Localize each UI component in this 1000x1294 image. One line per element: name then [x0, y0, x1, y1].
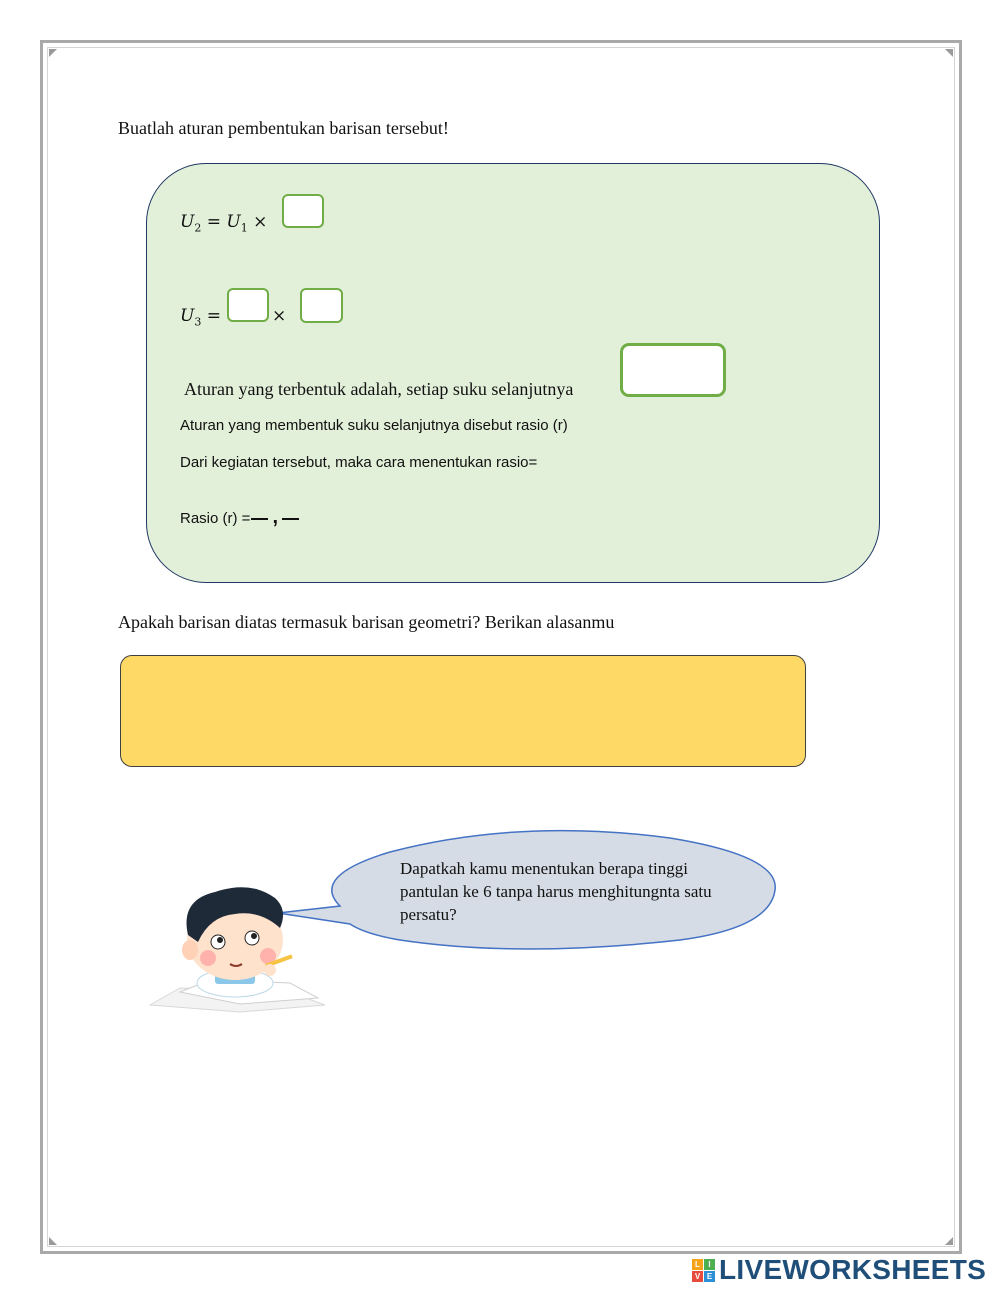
question-1: Buatlah aturan pembentukan barisan tersebut!: [118, 118, 449, 138]
ratio-instruction: Dari kegiatan tersebut, maka cara menentukan rasio=: [180, 454, 538, 471]
logo-letter: I: [704, 1259, 715, 1270]
logo-letter: E: [704, 1271, 715, 1282]
corner-mark: [945, 49, 953, 57]
corner-mark: [49, 1237, 57, 1245]
equals-sign: =: [206, 306, 221, 326]
fraction-bar[interactable]: [251, 518, 268, 520]
speech-bubble-text: Dapatkah kamu menentukan berapa tinggi pantulan ke 6 tanpa harus menghitungnta satu persatu?: [400, 859, 712, 924]
liveworksheets-logo: [692, 1253, 986, 1287]
ratio-comma: ,: [272, 506, 278, 528]
u3-subscript: 3: [194, 315, 202, 329]
u2-multiplier-input[interactable]: [282, 194, 324, 228]
u3-second-input[interactable]: [300, 288, 343, 323]
question-2: Apakah barisan diatas termasuk barisan geometri? Berikan alasanmu: [118, 612, 615, 632]
logo-letter: V: [692, 1271, 703, 1282]
u2-subscript: 2: [194, 221, 202, 235]
rule-input[interactable]: [620, 343, 726, 397]
equation-u2: [180, 212, 267, 234]
u1-symbol: U: [226, 212, 241, 232]
brand-name: LIVEWORKSHEETS: [719, 1254, 987, 1285]
rule-sentence: Aturan yang terbentuk adalah, setiap suku selanjutnya: [184, 379, 574, 399]
times-sign: ×: [272, 306, 287, 326]
u3-symbol: U: [180, 306, 195, 326]
u1-subscript: 1: [240, 221, 248, 235]
logo-squares-icon: [692, 1259, 715, 1282]
ratio-formula: [180, 505, 300, 531]
equation-u3: [180, 306, 221, 328]
logo-letter: L: [692, 1259, 703, 1270]
student-thinking-icon: [140, 880, 340, 1020]
rule-definition: Aturan yang membentuk suku selanjutnya disebut rasio (r): [180, 417, 568, 434]
equals-sign: =: [206, 212, 221, 232]
u2-symbol: U: [180, 212, 195, 232]
u3-first-input[interactable]: [227, 288, 269, 322]
corner-mark: [945, 1237, 953, 1245]
ratio-label: Rasio (r) =: [180, 510, 251, 527]
fraction-bar[interactable]: [282, 518, 299, 520]
times-sign: ×: [253, 212, 268, 232]
answer-textarea[interactable]: [120, 655, 806, 767]
corner-mark: [49, 49, 57, 57]
